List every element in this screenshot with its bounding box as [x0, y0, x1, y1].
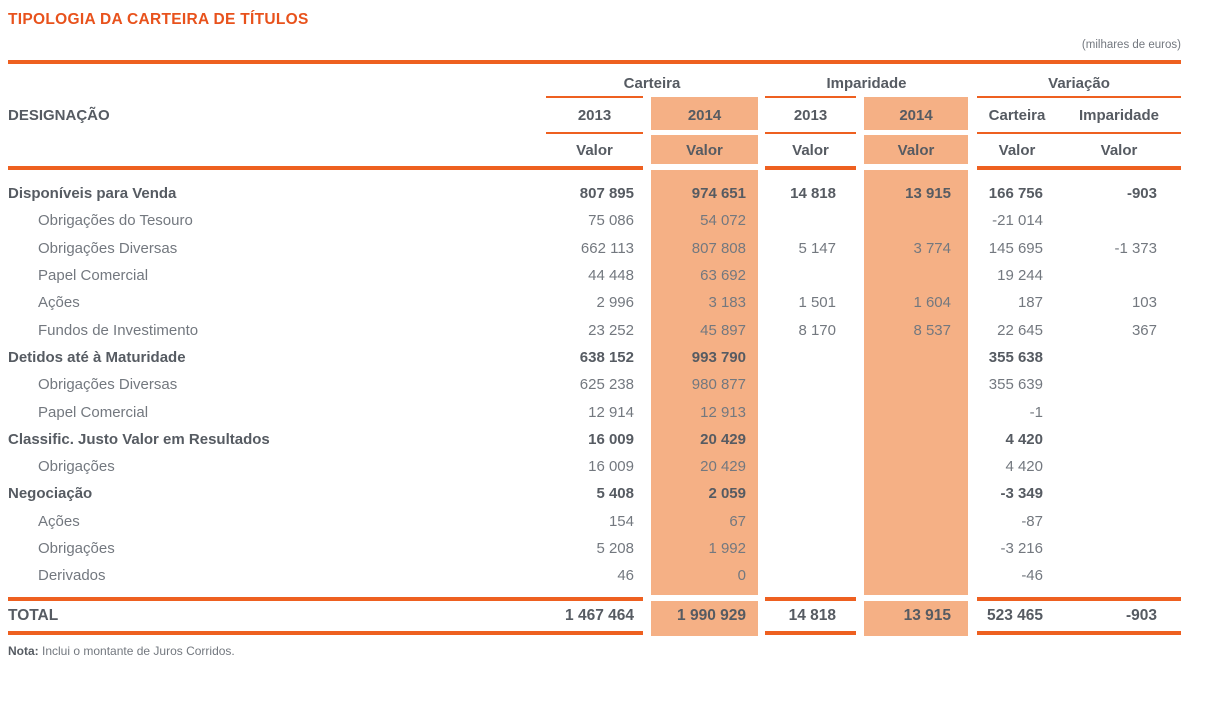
cell-variacao-carteira: -21 014: [992, 212, 1043, 230]
cell-imparidade-2013: [765, 508, 856, 535]
cell-imparidade-2013: [765, 344, 856, 371]
rule-year-underline: [765, 132, 856, 134]
cell-carteira-2013: 154: [608, 512, 634, 530]
cell-variacao-imparidade: [1053, 344, 1181, 371]
cell-carteira-2013: 16 009: [588, 430, 634, 448]
rule-group-underline: [977, 96, 1181, 98]
subheader-carteira-2013: 2013: [577, 107, 612, 124]
cell-carteira-2014: 993 790: [691, 348, 746, 366]
cell-imparidade-2014: 13 915: [905, 185, 951, 203]
row-label: Classific. Justo Valor em Resultados: [8, 430, 270, 448]
table-row: [0, 262, 1209, 289]
cell-variacao-imparidade: [1053, 398, 1181, 425]
cell-variacao-imparidade: [1053, 453, 1181, 480]
row-label: Ações: [38, 294, 80, 312]
cell-imparidade-2014: [864, 562, 968, 589]
cell-variacao-imparidade: 367: [1131, 321, 1157, 339]
total-variacao-imparidade: -903: [1125, 607, 1157, 624]
cell-carteira-2014: 980 877: [691, 376, 746, 394]
cell-carteira-2013: 2 996: [596, 294, 634, 312]
rule-header-bottom: [977, 166, 1181, 170]
cell-carteira-2014: 2 059: [708, 485, 746, 503]
cell-variacao-carteira: -1: [1029, 403, 1043, 421]
cell-carteira-2014: 3 183: [708, 294, 746, 312]
cell-imparidade-2013: 8 170: [798, 321, 836, 339]
valor-label: Valor: [576, 142, 613, 159]
cell-imparidade-2013: [765, 562, 856, 589]
cell-imparidade-2013: [765, 480, 856, 507]
cell-variacao-imparidade: [1053, 562, 1181, 589]
cell-carteira-2014: 0: [737, 567, 746, 585]
total-carteira-2013: 1 467 464: [565, 607, 634, 624]
cell-carteira-2013: 638 152: [579, 348, 634, 366]
cell-variacao-carteira: -46: [1021, 567, 1043, 585]
cell-variacao-carteira: 355 639: [988, 376, 1043, 394]
cell-imparidade-2013: [765, 398, 856, 425]
row-label: Obrigações Diversas: [38, 239, 178, 257]
cell-carteira-2014: 45 897: [700, 321, 746, 339]
table-row: [0, 371, 1209, 398]
table-row: [0, 289, 1209, 316]
table-row: [0, 480, 1209, 507]
cell-carteira-2014: 1 992: [708, 540, 746, 558]
cell-variacao-carteira: 19 244: [997, 267, 1043, 285]
cell-variacao-imparidade: [1053, 480, 1181, 507]
cell-carteira-2013: 23 252: [588, 321, 634, 339]
row-label: Fundos de Investimento: [38, 321, 199, 339]
total-carteira-2014: 1 990 929: [677, 607, 746, 624]
cell-imparidade-2014: [864, 426, 968, 453]
cell-carteira-2014: 67: [729, 512, 746, 530]
cell-variacao-carteira: -87: [1021, 512, 1043, 530]
table-row: [0, 453, 1209, 480]
cell-carteira-2014: 20 429: [700, 458, 746, 476]
row-label: Obrigações: [38, 458, 115, 476]
valor-label: Valor: [686, 142, 723, 159]
valor-label: Valor: [897, 142, 935, 159]
table-row: [0, 535, 1209, 562]
cell-carteira-2013: 807 895: [579, 185, 634, 203]
row-label: Obrigações Diversas: [38, 376, 178, 394]
cell-variacao-carteira: -3 216: [1000, 540, 1043, 558]
subheader-imparidade-2014: 2014: [899, 107, 933, 124]
cell-imparidade-2013: [765, 426, 856, 453]
cell-imparidade-2013: 5 147: [798, 239, 836, 257]
row-label: Derivados: [38, 567, 106, 585]
rule-group-underline: [765, 96, 856, 98]
rule-total-top: [8, 597, 643, 601]
cell-variacao-carteira: 145 695: [988, 239, 1043, 257]
cell-imparidade-2014: 8 537: [913, 321, 951, 339]
cell-variacao-carteira: -3 349: [1000, 485, 1043, 503]
cell-imparidade-2013: [765, 453, 856, 480]
cell-carteira-2014: 54 072: [700, 212, 746, 230]
cell-imparidade-2014: [864, 207, 968, 234]
rule-header-bottom: [8, 166, 643, 170]
table-row: [0, 317, 1209, 344]
cell-imparidade-2014: [864, 371, 968, 398]
cell-imparidade-2013: 14 818: [790, 185, 836, 203]
cell-carteira-2013: 12 914: [588, 403, 634, 421]
subheader-imparidade-2013: 2013: [793, 107, 828, 124]
cell-variacao-imparidade: [1053, 262, 1181, 289]
cell-carteira-2013: 75 086: [588, 212, 634, 230]
valor-label: Valor: [792, 142, 829, 159]
group-header-carteira: Carteira: [623, 74, 681, 92]
cell-variacao-carteira: 4 420: [1005, 458, 1043, 476]
table-row: [0, 398, 1209, 425]
group-header-variacao: Variação: [1048, 74, 1110, 92]
row-label: Papel Comercial: [38, 403, 149, 421]
cell-carteira-2013: 46: [617, 567, 634, 585]
rule-total-top: [977, 597, 1181, 601]
cell-carteira-2014: 12 913: [700, 403, 746, 421]
table-row: [0, 180, 1209, 207]
cell-variacao-carteira: 355 638: [988, 348, 1043, 366]
table-row: [0, 508, 1209, 535]
cell-variacao-carteira: 4 420: [1005, 430, 1043, 448]
page-title: TIPOLOGIA DA CARTEIRA DE TÍTULOS: [8, 11, 309, 28]
table-total-row: [0, 601, 1209, 631]
rule-top: [8, 60, 1181, 64]
table-row: [0, 426, 1209, 453]
subheader-carteira-2014: 2014: [687, 107, 722, 124]
cell-imparidade-2014: 3 774: [913, 239, 951, 257]
cell-carteira-2013: 5 208: [596, 540, 634, 558]
subheader-variacao-imparidade: Imparidade: [1078, 107, 1160, 124]
rule-group-underline: [546, 96, 643, 98]
cell-imparidade-2014: 1 604: [913, 294, 951, 312]
cell-carteira-2013: 662 113: [580, 239, 634, 257]
cell-variacao-imparidade: [1053, 508, 1181, 535]
footnote-label: Nota:: [8, 644, 39, 658]
row-label: Papel Comercial: [38, 267, 149, 285]
cell-imparidade-2014: [864, 453, 968, 480]
subheader-variacao-carteira: Carteira: [988, 107, 1046, 124]
cell-variacao-carteira: 187: [1017, 294, 1043, 312]
cell-carteira-2014: 807 808: [691, 239, 746, 257]
cell-carteira-2014: 20 429: [700, 430, 746, 448]
cell-carteira-2013: 625 238: [579, 376, 634, 394]
rule-total-bottom: [977, 631, 1181, 635]
cell-variacao-carteira: 166 756: [988, 185, 1043, 203]
cell-imparidade-2014: [864, 508, 968, 535]
cell-imparidade-2013: [765, 535, 856, 562]
row-label: Detidos até à Maturidade: [8, 348, 186, 366]
cell-imparidade-2013: [765, 371, 856, 398]
cell-variacao-imparidade: -903: [1126, 185, 1157, 203]
row-label: Negociação: [8, 485, 93, 503]
cell-imparidade-2013: 1 501: [798, 294, 836, 312]
cell-imparidade-2014: [864, 398, 968, 425]
cell-carteira-2013: 16 009: [588, 458, 634, 476]
row-label: Obrigações: [38, 540, 115, 558]
cell-imparidade-2014: [864, 480, 968, 507]
cell-carteira-2014: 974 651: [691, 185, 746, 203]
cell-variacao-imparidade: -1 373: [1114, 239, 1157, 257]
row-label: Ações: [38, 512, 80, 530]
cell-carteira-2013: 44 448: [588, 267, 634, 285]
total-imparidade-2013: 14 818: [788, 607, 836, 624]
rule-total-bottom: [765, 631, 856, 635]
cell-variacao-imparidade: 103: [1131, 294, 1157, 312]
column-header-designacao: DESIGNAÇÃO: [8, 107, 110, 124]
table-row: [0, 207, 1209, 234]
table-row: [0, 344, 1209, 371]
cell-imparidade-2014: [864, 262, 968, 289]
row-label: Disponíveis para Venda: [8, 185, 177, 203]
cell-variacao-imparidade: [1053, 207, 1181, 234]
rule-total-bottom: [8, 631, 643, 635]
total-imparidade-2014: 13 915: [903, 607, 951, 624]
cell-carteira-2014: 63 692: [700, 267, 746, 285]
group-header-imparidade: Imparidade: [826, 74, 907, 92]
cell-variacao-imparidade: [1053, 426, 1181, 453]
footnote-text: Inclui o montante de Juros Corridos.: [38, 644, 235, 658]
rule-total-top: [765, 597, 856, 601]
rule-header-bottom: [765, 166, 856, 170]
cell-imparidade-2013: [765, 207, 856, 234]
cell-variacao-imparidade: [1053, 535, 1181, 562]
valor-label: Valor: [1100, 142, 1138, 159]
table-row: [0, 235, 1209, 262]
table-row: [0, 562, 1209, 589]
cell-variacao-carteira: 22 645: [997, 321, 1043, 339]
cell-imparidade-2014: [864, 344, 968, 371]
row-label: Obrigações do Tesouro: [38, 212, 193, 230]
total-variacao-carteira: 523 465: [986, 607, 1043, 624]
cell-imparidade-2013: [765, 262, 856, 289]
rule-year-underline: [977, 132, 1181, 134]
units-note: (milhares de euros): [1081, 39, 1181, 51]
valor-label: Valor: [998, 142, 1036, 159]
total-label: TOTAL: [8, 607, 59, 624]
footnote: [8, 644, 235, 658]
cell-carteira-2013: 5 408: [596, 485, 634, 503]
rule-year-underline: [546, 132, 643, 134]
cell-variacao-imparidade: [1053, 371, 1181, 398]
cell-imparidade-2014: [864, 535, 968, 562]
